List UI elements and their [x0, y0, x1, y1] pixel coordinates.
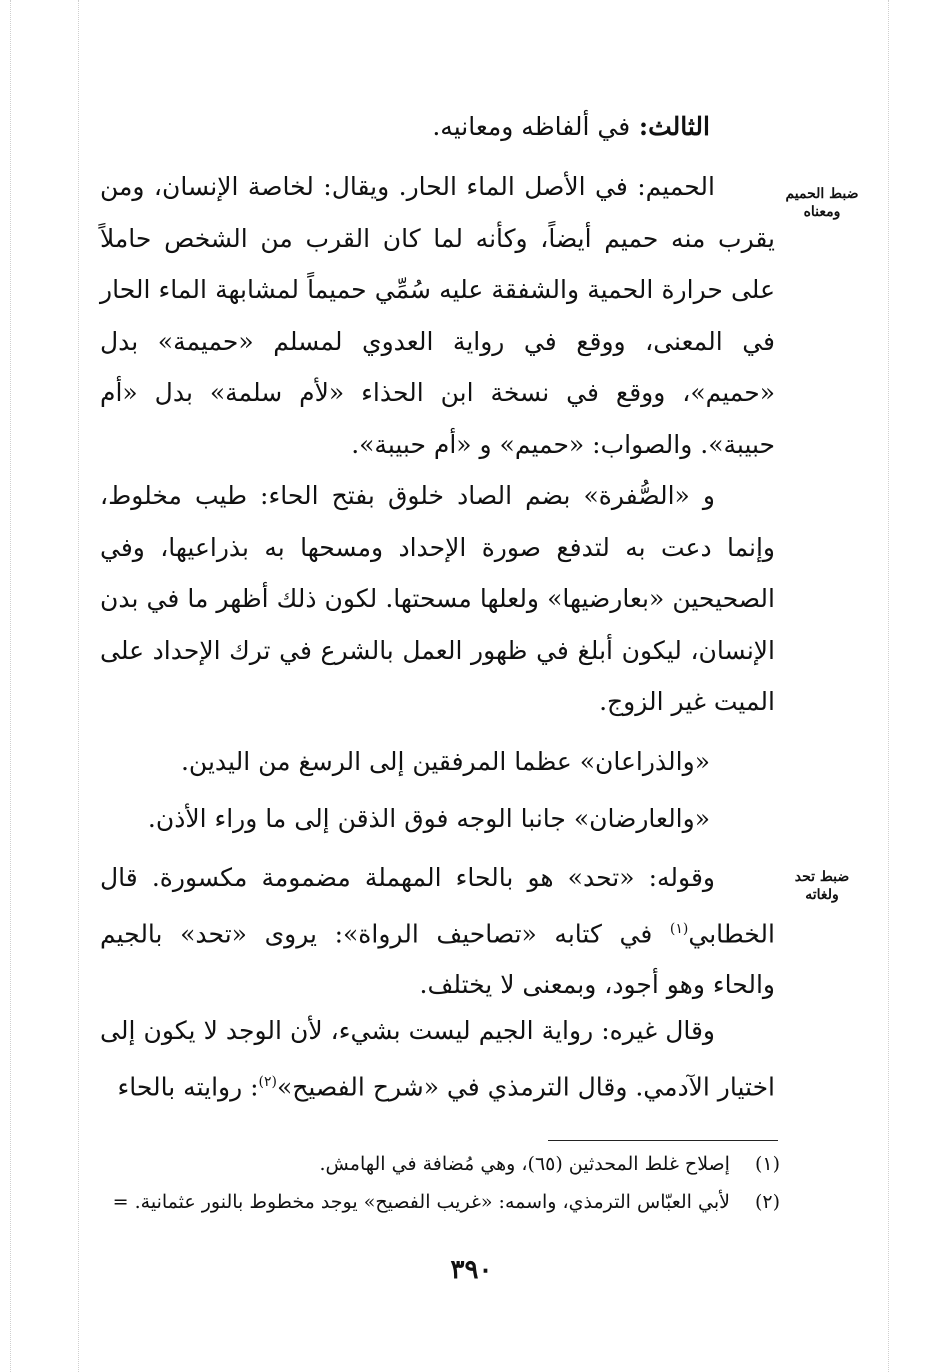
footnote-number: (١)	[754, 1153, 780, 1175]
paragraph-sufra	[100, 470, 775, 728]
footnote-text: إصلاح غلط المحدثين (٦٥)، وهي مُضافة في الهامش.	[319, 1153, 730, 1175]
footnote-divider	[548, 1140, 778, 1141]
paragraph-text: و «الصُّفرة» بضم الصاد خلوق بفتح الحاء: طيب مخلوط، وإنما دعت به لتدفع صورة الإحداد ومسحها به بذراعيها، وفي الصحيحين «بعارضيها» ولعلها مسحتها. لكون ذلك أظهر ما في بدن الإنسان، ليكون أبلغ في ظهور العمل بالشرع في ترك الإحداد على الميت غير الزوج.	[100, 481, 775, 716]
side-note-line: ضبط تحد	[794, 869, 850, 885]
paragraph-text: في كتابه «تصاحيف الرواة»: يروى «تحد» بالجيم والحاء وهو أجود، وبمعنى لا يختلف.	[100, 918, 775, 1000]
paragraph-body	[100, 1005, 775, 1112]
footnote-number: (٢)	[754, 1191, 780, 1213]
side-note-hamim	[782, 185, 862, 221]
paragraph-dhiraan	[100, 740, 710, 784]
paragraph-body	[100, 852, 775, 1011]
paragraph-text: «والذراعان» عظما المرفقين إلى الرسغ من اليدين.	[180, 747, 710, 776]
footnote	[80, 1183, 780, 1221]
margin-dots-left	[10, 0, 11, 1372]
heading-label: الثالث:	[638, 112, 710, 141]
footnote-text: لأبي العبّاس الترمذي، واسمه: «غريب الفصيح» يوجد مخطوط بالنور عثمانية. =	[112, 1191, 730, 1213]
section-heading	[100, 105, 710, 149]
paragraph-tahidd	[100, 852, 775, 1011]
footnote-ref: (١)	[669, 920, 689, 937]
footnote-ref: (٢)	[258, 1073, 277, 1090]
side-note-tahidd	[782, 868, 862, 904]
paragraph-ghayruh	[100, 1005, 775, 1112]
heading-text: في ألفاظه ومعانيه.	[432, 112, 631, 141]
paragraph-aaridan	[100, 797, 710, 841]
footnotes	[80, 1145, 780, 1221]
side-note-line: ومعناه	[803, 204, 841, 220]
margin-dots-inner-left	[78, 0, 79, 1372]
footnote	[80, 1145, 780, 1183]
margin-dots-right	[888, 0, 889, 1372]
paragraph-text: : روايته بالحاء	[117, 1071, 259, 1101]
page-number: ٣٩٠	[450, 1255, 493, 1285]
paragraph-text: «والعارضان» جانبا الوجه فوق الذقن إلى ما وراء الأذن.	[147, 804, 710, 833]
paragraph-text: وقوله: «تحد» هو بالحاء المهملة مضمومة مكسورة. قال الخطابي	[100, 863, 775, 948]
side-note-line: ولغاته	[805, 887, 839, 903]
paragraph-text: وقال غيره: رواية الجيم ليست بشيء، لأن الوجد لا يكون إلى اختيار الآدمي. وقال الترمذي في «شرح الفصيح»	[100, 1016, 775, 1101]
paragraph-text: الحميم: في الأصل الماء الحار. ويقال: لخاصة الإنسان، ومن يقرب منه حميم أيضاً، وكأنه لما كان القرب من الشخص حاملاً على حرارة الحمية والشفقة عليه سُمِّي حميماً لمشابهة الماء الحار في المعنى، ووقع في رواية العدوي لمسلم «حميمة» بدل «حميم»، ووقع في نسخة ابن الحذاء «لأم سلمة» بدل «أم حبيبة». والصواب: «حميم» و «أم حبيبة».	[100, 172, 775, 459]
paragraph-hamim	[100, 161, 775, 470]
side-note-line: ضبط الحميم	[785, 186, 859, 202]
